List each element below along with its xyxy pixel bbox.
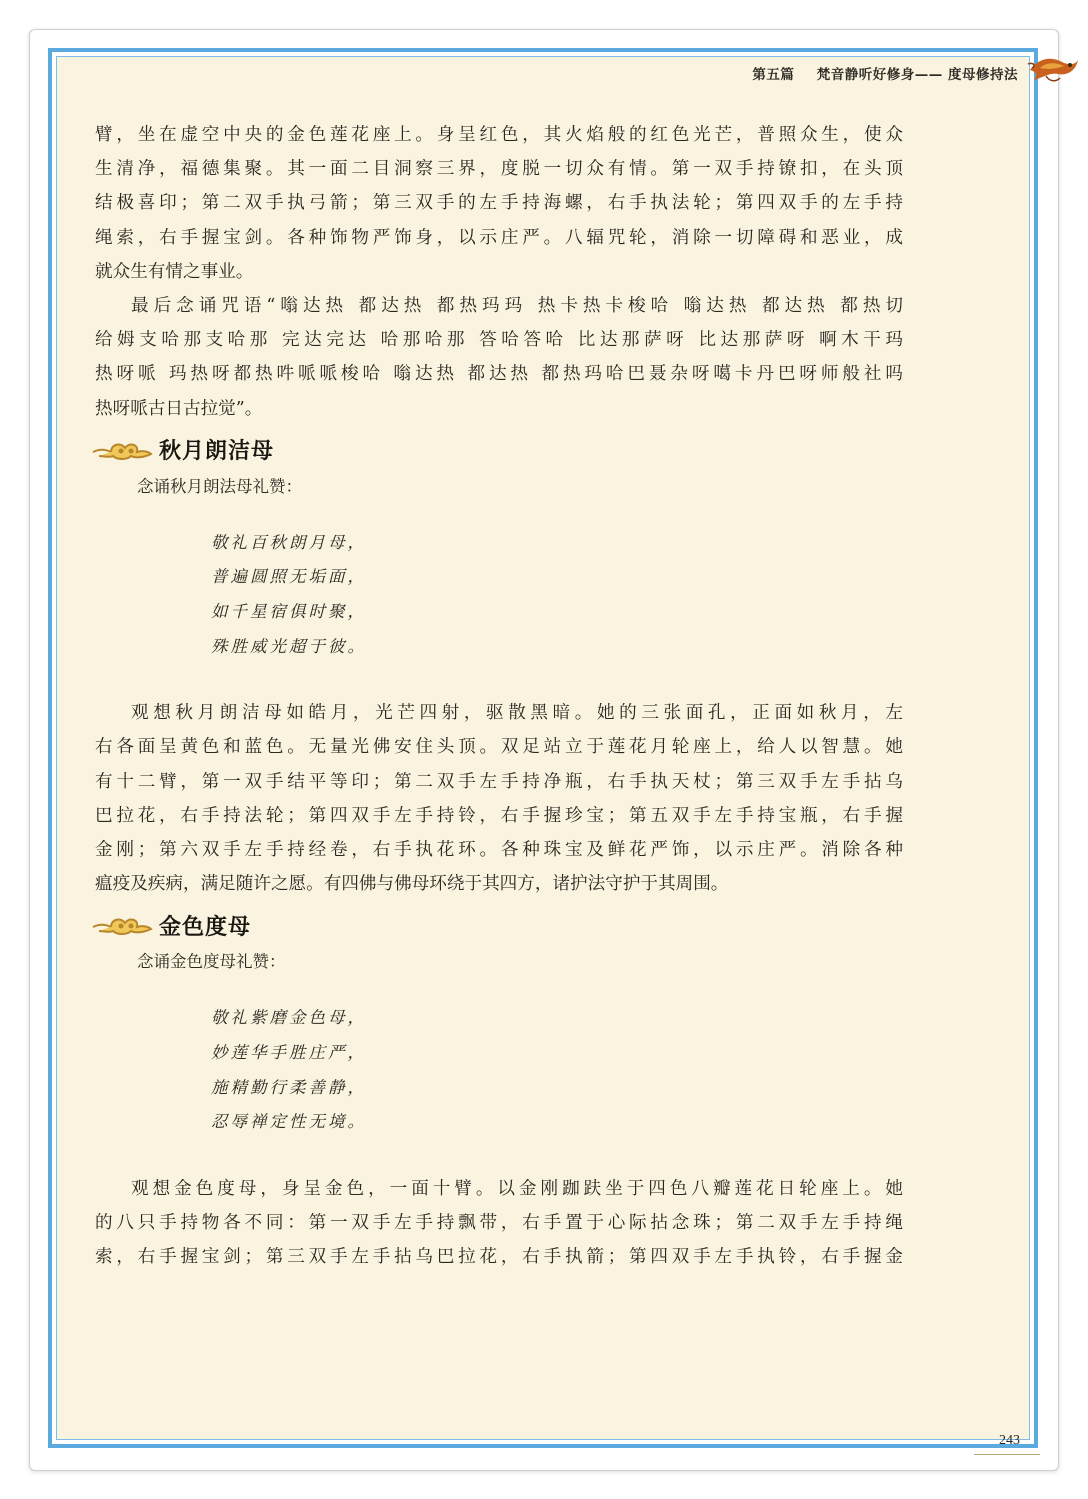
- header-part: 第五篇: [752, 67, 795, 83]
- section-body: [95, 696, 903, 901]
- text-line: 观想秋月朗洁母如皓月，光芒四射，驱散黑暗。她的三张面孔，正面如秋月，左: [131, 703, 903, 724]
- page-number-rule: [974, 1454, 1040, 1455]
- section-body: [95, 1172, 903, 1275]
- section-intro: 念诵秋月朗法母礼赞：: [137, 476, 302, 496]
- text-line: 给姆支哈那支哈那 完达完达 哈那哈那 答哈答哈 比达那萨呀 比达那萨呀 啊木干玛: [95, 330, 903, 351]
- section-title: 金色度母: [159, 913, 252, 940]
- text-line: 巴拉花，右手持法轮；第四双手左手持铃，右手握珍宝；第五双手左手持宝瓶，右手握: [95, 805, 903, 826]
- header-title: 梵音静听好修身—— 度母修持法: [816, 67, 1018, 83]
- cloud-ornament-icon: [91, 438, 153, 462]
- text-line: 生清净，福德集聚。其一面二目洞察三界，度脱一切众有情。第一双手持镣扣，在头顶: [95, 159, 903, 180]
- text-line: 臂，坐在虚空中央的金色莲花座上。身呈红色，其火焰般的红色光芒，普照众生，使众: [95, 125, 903, 145]
- dragon-ornament-icon: [1026, 52, 1080, 86]
- verse-line: 敬礼紫磨金色母，: [211, 1008, 367, 1028]
- verse-line: 敬礼百秋朗月母，: [211, 532, 367, 552]
- section-intro: 念诵金色度母礼赞：: [137, 952, 286, 972]
- mantra-paragraph: [95, 289, 903, 426]
- verse-line: 如千星宿俱时聚，: [211, 602, 367, 622]
- text-line: 结极喜印；第二双手执弓箭；第三双手的左手持海螺，右手执法轮；第四双手的左手持: [95, 193, 903, 214]
- section-title: 秋月朗洁母: [159, 438, 275, 465]
- verse-line: 忍辱禅定性无境。: [211, 1112, 367, 1132]
- intro-paragraph: [95, 118, 903, 289]
- text-line: 索，右手握宝剑；第三双手左手拈乌巴拉花，右手执箭；第四双手左手执铃，右手握金: [95, 1247, 903, 1268]
- section-heading: [95, 905, 903, 945]
- verse-block: [95, 1001, 903, 1139]
- verse-line: 妙莲华手胜庄严，: [211, 1043, 367, 1063]
- cloud-ornament-icon: [91, 913, 153, 937]
- page-number: 243: [999, 1433, 1020, 1448]
- text-line: 的八只手持物各不同：第一双手左手持飘带，右手置于心际拈念珠；第二双手左手持绳: [95, 1213, 903, 1233]
- text-line: 最后念诵咒语“嗡达热 都达热 都热玛玛 热卡热卡梭哈 嗡达热 都达热 都热切: [131, 296, 903, 317]
- text-line: 瘟疫及疾病，满足随许之愿。有四佛与佛母环绕于其四方，诸护法守护于其周围。: [95, 874, 729, 895]
- section-heading: [95, 430, 903, 470]
- text-line: 就众生有情之事业。: [95, 261, 254, 282]
- text-line: 右各面呈黄色和蓝色。无量光佛安住头顶。双足站立于莲花月轮座上，给人以智慧。她: [95, 737, 903, 758]
- text-line: 热呀哌 玛热呀都热吽哌哌梭哈 嗡达热 都达热 都热玛哈巴聂杂呀噶卡丹巴呀师般社吗: [95, 364, 903, 385]
- page-content: [95, 118, 903, 1274]
- verse-line: 殊胜威光超于彼。: [211, 636, 367, 656]
- text-line: 有十二臂，第一双手结平等印；第二双手左手持净瓶，右手执天杖；第三双手左手拈乌: [95, 771, 903, 792]
- text-line: 绳索，右手握宝剑。各种饰物严饰身，以示庄严。八辐咒轮，消除一切障碍和恶业，成: [95, 227, 903, 248]
- verse-block: [95, 526, 903, 664]
- text-line: 金刚；第六双手左手持经卷，右手执花环。各种珠宝及鲜花严饰，以示庄严。消除各种: [95, 840, 903, 861]
- text-line: 热呀哌古日古拉觉”。: [95, 398, 263, 419]
- text-line: 观想金色度母，身呈金色，一面十臂。以金刚跏趺坐于四色八瓣莲花日轮座上。她: [131, 1178, 903, 1199]
- running-header: [752, 63, 1018, 83]
- verse-line: 普遍圆照无垢面，: [211, 567, 367, 587]
- verse-line: 施精勤行柔善静，: [211, 1077, 367, 1097]
